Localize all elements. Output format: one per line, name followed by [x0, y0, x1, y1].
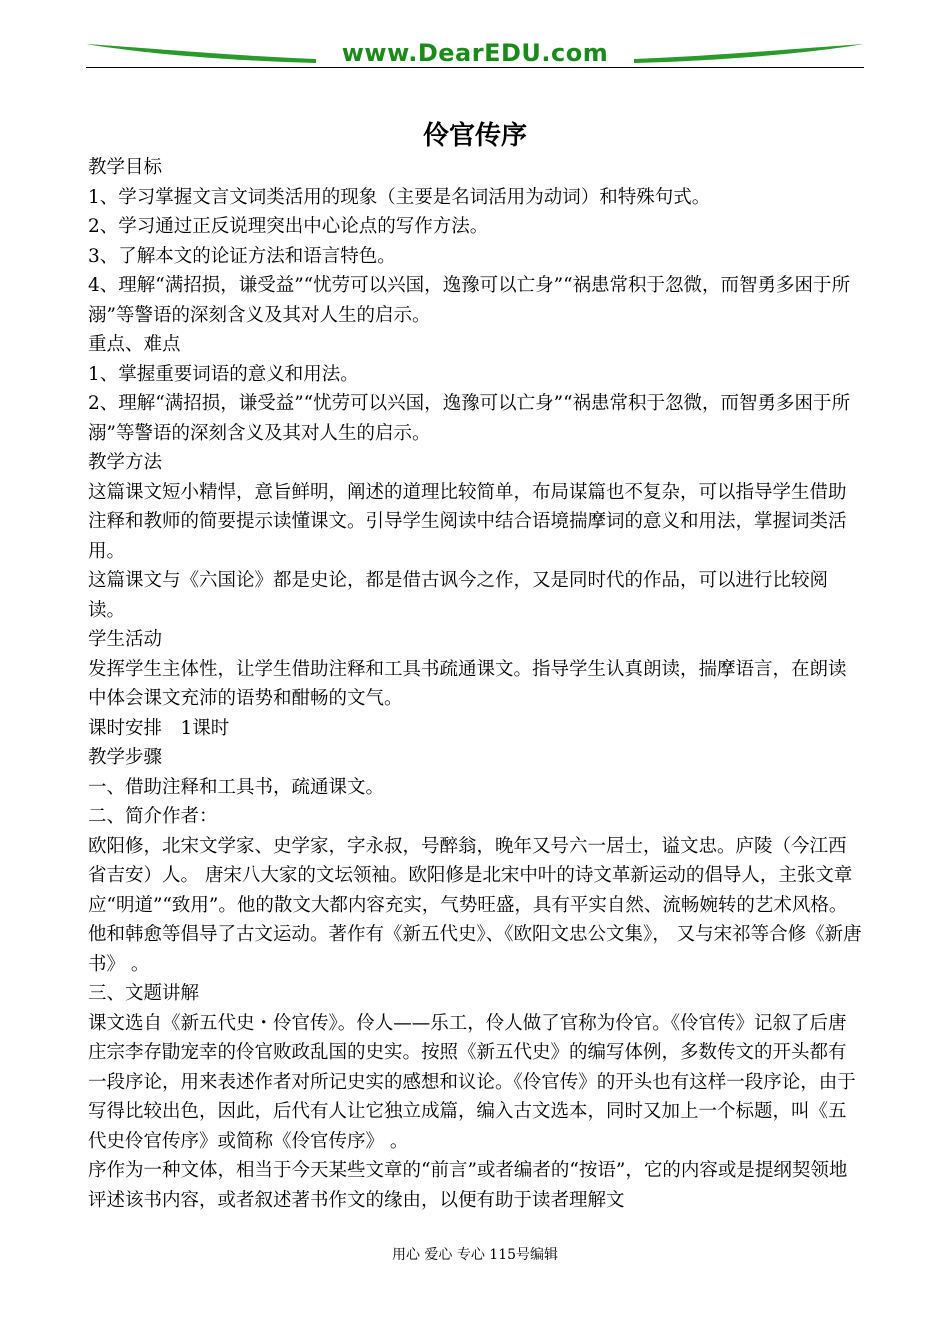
paragraph: 这篇课文与《六国论》都是史论，都是借古讽今之作，又是同时代的作品，可以进行比较阅读。 [88, 570, 829, 621]
section-heading: 课时安排 1课时 [88, 717, 230, 739]
paragraph: 三、文题讲解 [88, 983, 200, 1004]
paragraph: 2、理解“满招损，谦受益”“忧劳可以兴国，逸豫可以亡身”“祸患常积于忽微，而智勇多困于所溺”等警语的深刻含义及其对人生的启示。 [88, 393, 851, 444]
paragraph: 1、学习掌握文言文词类活用的现象（主要是名词活用为动词）和特殊句式。 [88, 186, 711, 208]
paragraph: 一、借助注释和工具书，疏通课文。 [88, 776, 385, 798]
paragraph: 1、掌握重要词语的意义和用法。 [88, 363, 359, 385]
paragraph: 欧阳修，北宋文学家、史学家，字永叔，号醉翁，晚年又号六一居士，谥文忠。庐陵（今江西省吉安）人。 唐宋八大家的文坛领袖。欧阳修是北宋中叶的诗文革新运动的倡导人，主张文章应“明道”“致用”。他的散文大都内容充实，气势旺盛，具有平实自然、流畅婉转的艺术风格。他和韩愈等倡导了古文运动。著作有《新五代史》、《欧阳文忠公文集》， 又与宋祁等合修《新唐书》 。 [88, 835, 862, 975]
paragraph: 2、学习通过正反说理突出中心论点的写作方法。 [88, 216, 489, 237]
section-heading: 重点、难点 [88, 334, 181, 355]
section-heading: 学生活动 [88, 629, 163, 650]
paragraph: 4、理解“满招损，谦受益”“忧劳可以兴国，逸豫可以亡身”“祸患常积于忽微，而智勇多困于所溺”等警语的深刻含义及其对人生的启示。 [88, 275, 851, 326]
section-heading: 教学步骤 [88, 747, 163, 768]
document-body [88, 153, 864, 1215]
paragraph: 二、简介作者： [88, 806, 218, 827]
section-heading: 教学方法 [88, 452, 163, 473]
header-divider [86, 67, 864, 68]
document-title: 伶官传序 [422, 121, 527, 151]
section-heading: 教学目标 [88, 157, 163, 178]
paragraph: 这篇课文短小精悍，意旨鲜明，阐述的道理比较简单，布局谋篇也不复杂，可以指导学生借助注释和教师的简要提示读懂课文。引导学生阅读中结合语境揣摩词的意义和用法，掌握词类活用。 [88, 481, 847, 562]
paragraph: 发挥学生主体性，让学生借助注释和工具书疏通课文。指导学生认真朗读，揣摩语言，在朗读中体会课文充沛的语势和酣畅的文气。 [88, 658, 847, 709]
site-header [86, 36, 864, 70]
paragraph: 序作为一种文体，相当于今天某些文章的“前言”或者编者的“按语”，它的内容或是提纲契领地评述该书内容，或者叙述著书作文的缘由，以便有助于读者理解文 [88, 1160, 848, 1211]
paragraph: 3、了解本文的论证方法和语言特色。 [88, 245, 396, 267]
paragraph: 课文选自《新五代史・伶官传》。伶人——乐工，伶人做了官称为伶官。《伶官传》记叙了后唐庄宗李存勖宠幸的伶官败政乱国的史实。按照《新五代史》的编写体例，多数传文的开头都有一段序论，用来表述作者对所记史实的感想和议论。《伶官传》的开头也有这样一段序论，由于写得比较出色，因此，后代有人让它独立成篇，编入古文选本，同时又加上一个标题，叫《五代史伶官传序》或简称《伶官传序》 。 [88, 1012, 856, 1152]
site-logo[interactable]: www.DearEDU.com [341, 39, 609, 67]
page-footer: 用心 爱心 专心 115号编辑 [391, 1247, 559, 1263]
